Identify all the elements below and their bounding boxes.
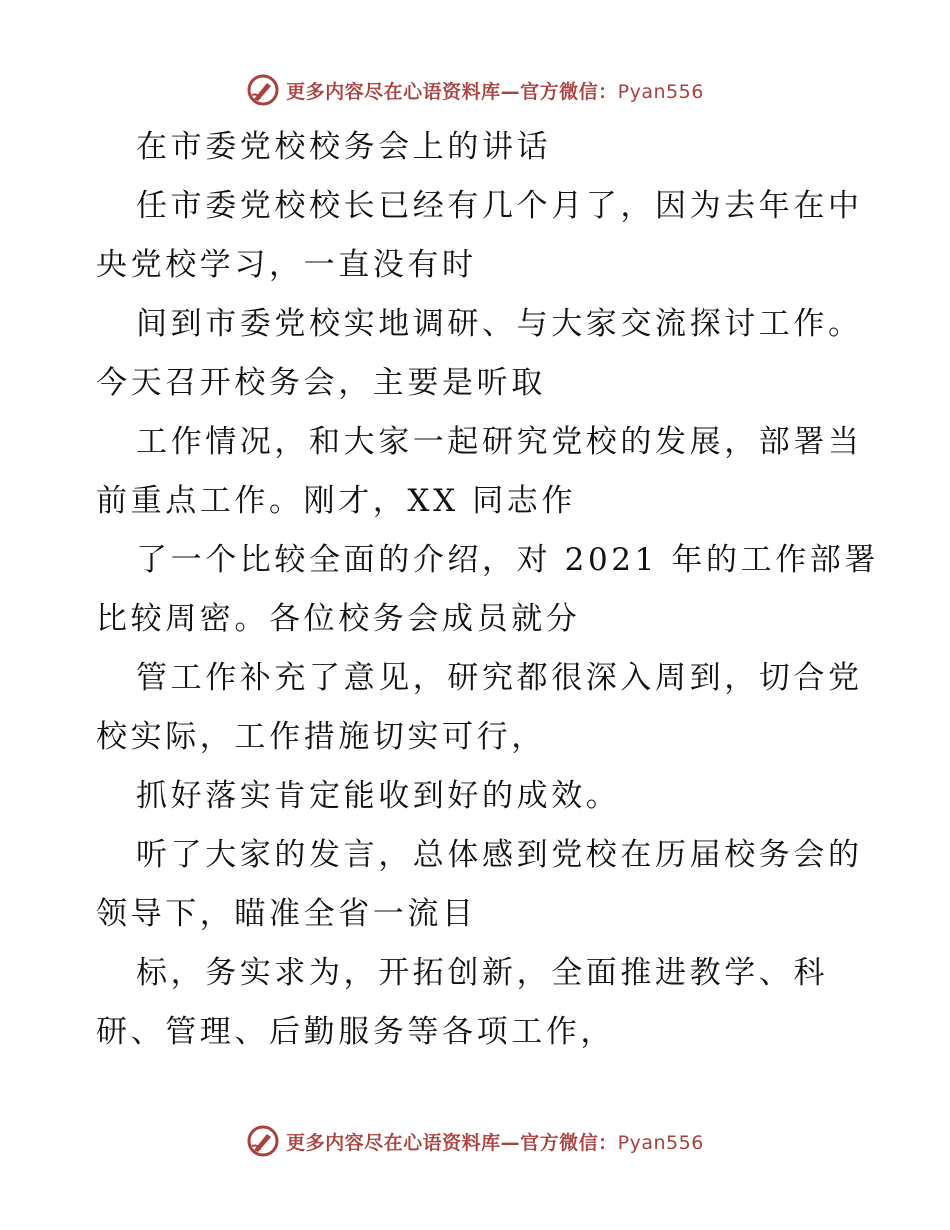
body-line: 抓好落实肯定能收到好的成效。 xyxy=(136,778,621,814)
body-line: 任市委党校校长已经有几个月了，因为去年在中 xyxy=(136,188,863,224)
body-line: 研、管理、后勤服务等各项工作， xyxy=(96,1014,615,1050)
document-title: 在市委党校校务会上的讲话 xyxy=(136,129,552,165)
watermark-text: 更多内容尽在心语资料库—官方微信： xyxy=(286,1131,618,1154)
body-line: 比较周密。各位校务会成员就分 xyxy=(96,601,581,637)
body-line: 今天召开校务会，主要是听取 xyxy=(96,365,546,401)
body-line: 校实际，工作措施切实可行， xyxy=(96,719,546,755)
quill-logo-icon xyxy=(246,1124,280,1158)
document-body xyxy=(96,118,879,1062)
body-line: 了一个比较全面的介绍，对 2021 年的工作部署 xyxy=(136,542,879,578)
body-line: 听了大家的发言，总体感到党校在历届校务会的 xyxy=(136,837,863,873)
body-line: 领导下，瞄准全省一流目 xyxy=(96,896,477,932)
body-line: 前重点工作。刚才，XX 同志作 xyxy=(96,483,576,519)
footer-watermark xyxy=(0,1121,950,1161)
watermark-text: 更多内容尽在心语资料库—官方微信： xyxy=(286,80,618,103)
quill-logo-icon xyxy=(246,73,280,107)
watermark-handle: Pyan556 xyxy=(617,1131,704,1154)
body-line: 央党校学习，一直没有时 xyxy=(96,247,477,283)
header-watermark xyxy=(0,70,950,110)
body-line: 管工作补充了意见，研究都很深入周到，切合党 xyxy=(136,660,863,696)
body-line: 工作情况，和大家一起研究党校的发展，部署当 xyxy=(136,424,863,460)
watermark-handle: Pyan556 xyxy=(617,80,704,103)
body-line: 标，务实求为，开拓创新，全面推进教学、科 xyxy=(136,955,828,991)
body-line: 间到市委党校实地调研、与大家交流探讨工作。 xyxy=(136,306,863,342)
